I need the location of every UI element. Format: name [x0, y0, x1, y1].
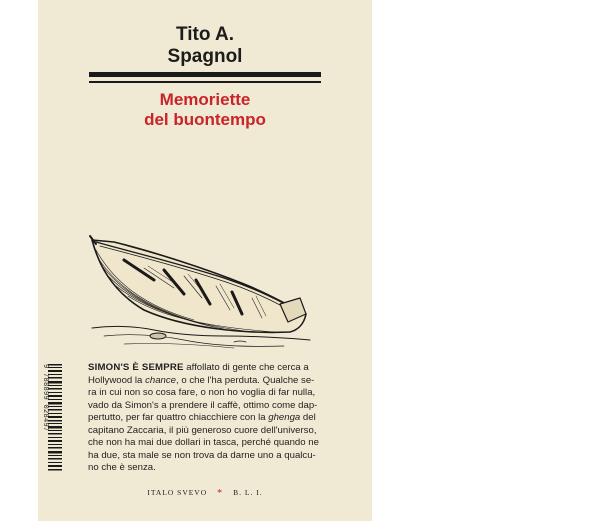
rowboat-illustration [84, 232, 312, 352]
blurb-line-1: SIMON'S È SEMPRE affollato di gente che cerca a [88, 362, 309, 373]
barcode [48, 364, 62, 472]
blurb-line-5: pertutto, per far quattro chiacchiere con la ghenga del [88, 412, 316, 423]
title-line-2: del buontempo [144, 110, 266, 129]
title-line-1: Memoriette [159, 90, 251, 109]
blurb-line-3: ra in cui non so cosa fare, o non ho voglia di far nulla, [88, 387, 316, 398]
cover-footer [38, 487, 372, 498]
blurb-line-7: che non ha mai due dollari in tasca, perché quando ne [88, 437, 319, 448]
book-cover [38, 0, 372, 521]
blurb-line-6: capitano Zaccaria, il più generoso cuore dell'universo, [88, 424, 317, 436]
series-name: ITALO SVEVO [147, 488, 208, 497]
star-icon: * [217, 488, 224, 499]
blurb-line-4: vado da Simon's a prendere il caffè, ottimo come dap- [88, 399, 318, 411]
book-title [38, 90, 372, 130]
author-line-last: Spagnol [167, 46, 243, 67]
blurb-line-2: Hollywood la chance, o che l'ha perduta. Qualche se- [88, 374, 315, 386]
blurb-line-9: no che è senza. [88, 462, 156, 473]
divider-thin [89, 81, 321, 83]
publisher-name: B. L. I. [233, 488, 263, 497]
barcode-digits: 9 788899 028497 [41, 364, 49, 432]
blurb-lead: SIMON'S È SEMPRE [88, 362, 184, 373]
blurb-line-8: ha due, sta male se non trova da darne uno a qualcu- [88, 449, 316, 461]
author-line-first: Tito A. [175, 24, 235, 45]
divider-thick [89, 72, 321, 77]
author-name [38, 24, 372, 68]
back-blurb [88, 362, 334, 475]
